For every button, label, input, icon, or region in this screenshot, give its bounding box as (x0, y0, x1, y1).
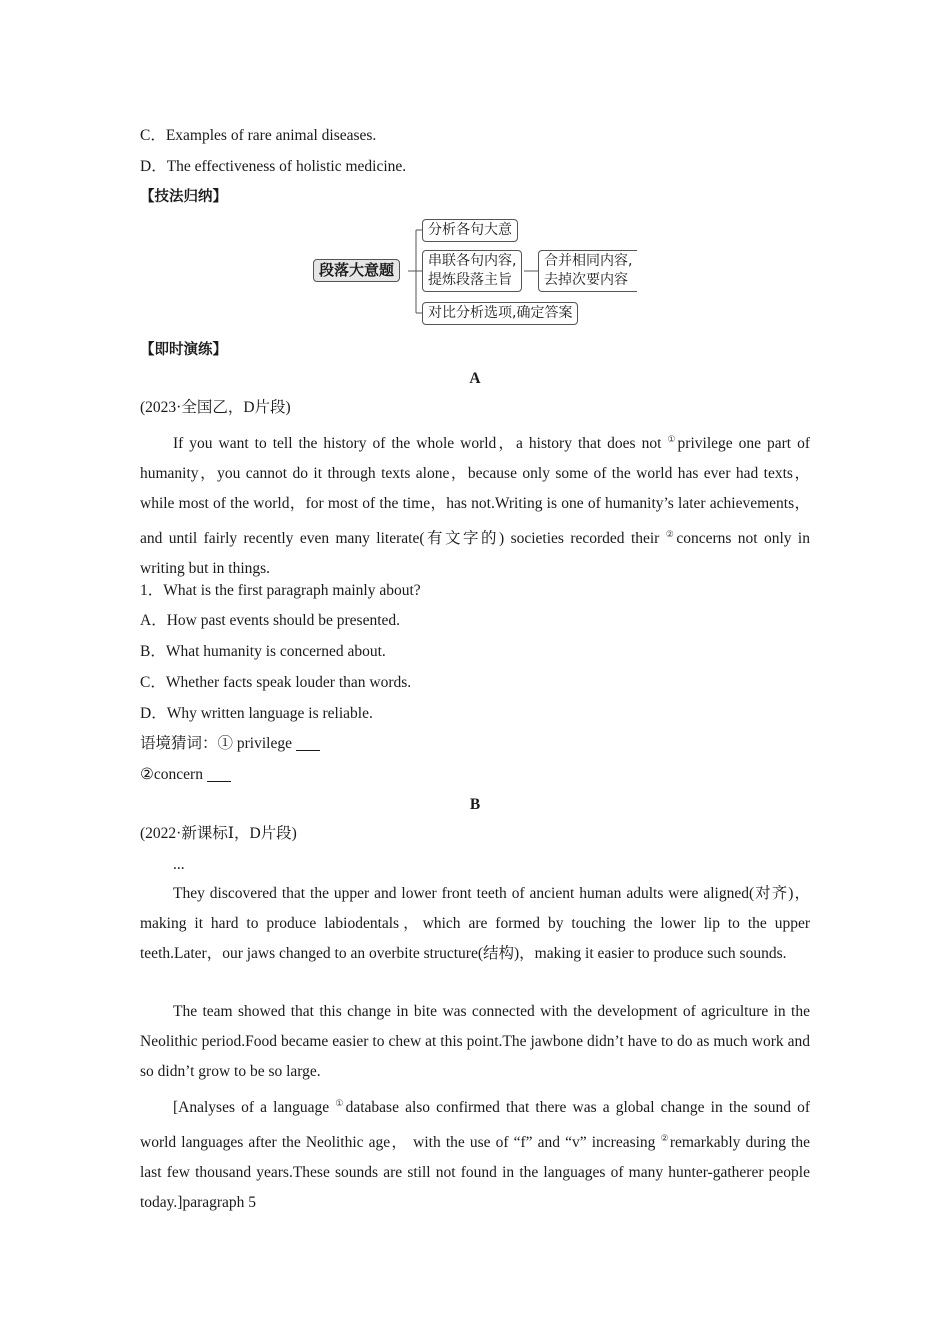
diagram-step-2-line-1: 串联各句内容, (428, 253, 517, 269)
section-a-source: (2023·全国乙，D片段) (140, 399, 291, 416)
diagram-step-1: 分析各句大意 (422, 219, 518, 242)
practice-heading: 【即时演练】 (140, 342, 227, 358)
ellipsis: ... (173, 856, 185, 873)
para-a-text-1: If you want to tell the history of the whole world，a history that does not (173, 435, 668, 452)
para-a-text-3: concerns not only in writing but in things. (140, 530, 810, 577)
guess-word-2-label: ②concern (140, 766, 203, 783)
para-b3-text-1: [Analyses of a language (173, 1099, 336, 1116)
section-b-paragraph-2: The team showed that this change in bite was connected with the development of agriculture in the Neolithic period.Food became easier to chew at this point.The jawbone didn’t have to do as much work and so didn’t grow to be so large. (140, 1003, 810, 1080)
guess-blank-2[interactable] (207, 767, 231, 782)
question-1: 1．What is the first paragraph mainly about? (140, 582, 421, 599)
option-c-prev: C．Examples of rare animal diseases. (140, 127, 377, 144)
diagram-step-2b-line-2: 去掉次要内容 (544, 272, 628, 288)
guess-word-1-label: 语境猜词：① privilege (140, 735, 292, 752)
option-a: A．How past events should be presented. (140, 612, 401, 629)
para-b3-text-3: remarkably during the last few thousand years.These sounds are still not found in the languages of many hunter-gatherer people today.]paragraph 5 (140, 1134, 810, 1211)
annotation-marker-b1: ① (335, 1098, 346, 1108)
section-b-paragraph-3 (140, 1088, 810, 1218)
diagram-step-2-line-2: 提炼段落主旨 (428, 272, 512, 288)
guess-blank-1[interactable] (296, 736, 320, 751)
section-a-label: A (469, 370, 481, 387)
section-b-paragraph-1: They discovered that the upper and lower front teeth of ancient human adults were aligned(对齐)，making it hard to produce labiodentals，which are formed by touching the lower lip to the upper teeth.Later，our jaws changed to an overbite structure(结构)，making it easier to produce such sounds. (140, 885, 810, 962)
diagram-step-2b (538, 250, 637, 292)
skill-heading: 【技法归纳】 (140, 189, 227, 205)
option-d-prev: D．The effectiveness of holistic medicine. (140, 158, 407, 175)
option-c: C．Whether facts speak louder than words. (140, 674, 412, 691)
option-d: D．Why written language is reliable. (140, 705, 373, 722)
guess-word-2 (140, 765, 231, 785)
skill-flow-diagram (310, 217, 650, 327)
guess-word-1 (140, 734, 320, 754)
section-a-paragraph (140, 424, 810, 584)
diagram-main-box: 段落大意题 (313, 259, 400, 282)
annotation-marker-2: ② (665, 529, 677, 539)
para-a-text-2: privilege one part of humanity，you cannot do it through texts alone，because only some of the world has ever had texts，while most of the world，for most of the time，has not.Writing is one of humanity’s later achievements， and until fairly recently even many literate(有文字的) societies recorded their (140, 435, 810, 547)
annotation-marker-1: ① (667, 434, 678, 444)
diagram-step-2 (422, 250, 522, 292)
section-b-source: (2022·新课标Ⅰ，D片段) (140, 825, 297, 842)
annotation-marker-b2: ② (660, 1133, 670, 1143)
option-b: B．What humanity is concerned about. (140, 643, 386, 660)
diagram-step-2b-line-1: 合并相同内容, (544, 253, 633, 269)
section-b-label: B (469, 796, 481, 813)
diagram-step-3: 对比分析选项,确定答案 (422, 302, 578, 325)
para-b3-text-2: database also confirmed that there was a global change in the sound of world languages after the Neolithic age， with the use of “f” and “v” increasing (140, 1099, 810, 1151)
